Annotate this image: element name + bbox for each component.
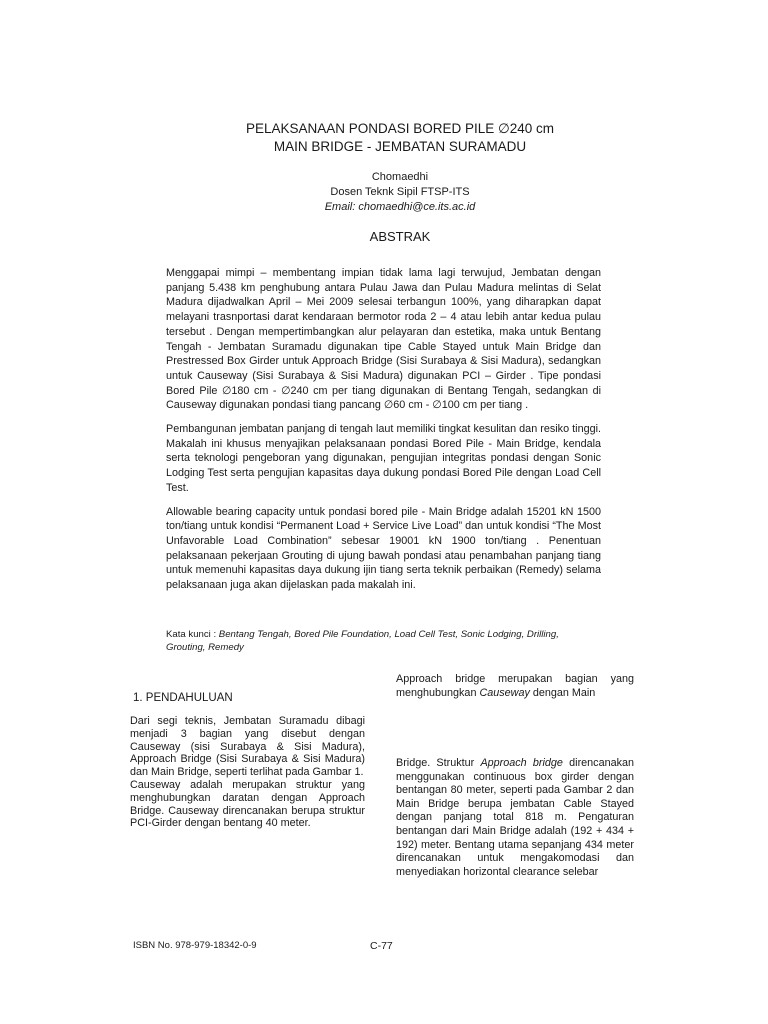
left-column [130, 715, 365, 830]
author-name: Chomaedhi [371, 171, 429, 183]
footer-isbn: ISBN No. 978-979-18342-0-9 [133, 940, 257, 951]
paper-title-line1: PELAKSANAAN PONDASI BORED PILE ∅240 cm [245, 121, 555, 136]
abstract-paragraph-3: Allowable bearing capacity untuk pondasi bored pile - Main Bridge adalah 15201 kN 1500 ton/tiang untuk kondisi “Permanent Load + Service Live Load” dan untuk kondisi “The Most Unfavorable Load Combination” sebesar 19001 kN 1900 ton/tiang . Penentuan pelaksanaan pekerjaan Grouting di ujung bawah pondasi atau penambahan panjang tiang untuk memenuhi kapasitas daya dukung ijin tiang serta teknik perbaikan (Remedy) selama pelaksanaan juga akan dijelaskan pada makalah ini. [166, 505, 601, 592]
abstract-body [166, 266, 601, 602]
title-block [130, 120, 670, 156]
approach-text-italic: Causeway [479, 686, 530, 699]
author-affiliation: Dosen Teknk Sipil FTSP-ITS [330, 186, 470, 198]
right-column-top [396, 673, 634, 700]
approach-text-start: Approach bridge merupakan bagian yang menghubungkan [396, 673, 634, 699]
intro-paragraph-2: Causeway adalah merupakan struktur yang menghubungkan daratan dengan Approach Bridge. Causeway direncanakan berupa struktur PCI-Girder dengan bentang 40 meter. [130, 778, 365, 830]
approach-text-end: dengan Main [529, 686, 596, 699]
section-heading-pendahuluan: 1. PENDAHULUAN [133, 692, 233, 704]
structure-text-italic: Approach bridge [480, 757, 563, 769]
intro-paragraph-1: Dari segi teknis, Jembatan Suramadu dibagi menjadi 3 bagian yang disebut dengan Causeway (sisi Surabaya & Sisi Madura), Approach Bridge (Sisi Surabaya & Sisi Madura) dan Main Bridge, seperti terlihat pada Gambar 1. [130, 715, 365, 779]
keywords-text: Bentang Tengah, Bored Pile Foundation, Load Cell Test, Sonic Lodging, Drilling, Grouting, Remedy [166, 629, 559, 653]
structure-text-end: direncanakan menggunakan continuous box girder dengan bentangan 80 meter, seperti pada Gambar 2 dan Main Bridge berupa jembatan Cable Stayed dengan panjang total 818 m. Pengaturan bentangan dari Main Bridge adalah (192 + 434 + 192) meter. Bentang utama sepanjang 434 meter direncanakan untuk mengakomodasi dan menyediakan horizontal clearance selebar [396, 757, 634, 878]
right-column-bottom [396, 757, 634, 879]
abstract-paragraph-1: Menggapai mimpi – membentang impian tidak lama lagi terwujud, Jembatan dengan panjang 5.438 km penghubung antara Pulau Jawa dan Pulau Madura melintas di Selat Madura dijadwalkan April – Mei 2009 selesai terbangun 100%, yang diharapkan dapat melayani trasnportasi darat kendaraan bermotor roda 2 – 4 atau lebih antar kedua pulau tersebut . Dengan mempertimbangkan alur pelayaran dan estetika, maka untuk Bentang Tengah - Jembatan Suramadu digunakan tipe Cable Stayed untuk Main Bridge dan Prestressed Box Girder untuk Approach Bridge (Sisi Surabaya & Sisi Madura), sedangkan untuk Causeway (Sisi Surabaya & Sisi Madura) digunakan PCI – Girder . Tipe pondasi Bored Pile ∅180 cm - ∅240 cm per tiang digunakan di Bentang Tengah, sedangkan di Causeway digunakan pondasi tiang pancang ∅60 cm - ∅100 cm per tiang . [166, 267, 601, 412]
paper-title-line2: MAIN BRIDGE - JEMBATAN SURAMADU [273, 139, 527, 154]
approach-paragraph [396, 673, 634, 700]
abstract-paragraph-2: Pembangunan jembatan panjang di tengah laut memiliki tingkat kesulitan dan resiko tinggi. Makalah ini khusus menyajikan pelaksanaan pondasi Bored Pile - Main Bridge, kendala serta teknologi pengeboran yang digunakan, pengujian integritas pondasi dengan Sonic Lodging Test serta pengujian kapasitas daya dukung pondasi Bored Pile dengan Load Cell Test. [166, 423, 601, 494]
author-block [130, 170, 670, 215]
footer-page-number: C-77 [370, 940, 393, 952]
author-email[interactable]: Email: chomaedhi@ce.its.ac.id [324, 201, 476, 213]
structure-text-start: Bridge. Struktur [396, 757, 481, 769]
keywords [166, 628, 601, 654]
keywords-label: Kata kunci : [166, 629, 219, 640]
structure-paragraph [396, 757, 634, 879]
abstract-heading: ABSTRAK [369, 229, 431, 244]
